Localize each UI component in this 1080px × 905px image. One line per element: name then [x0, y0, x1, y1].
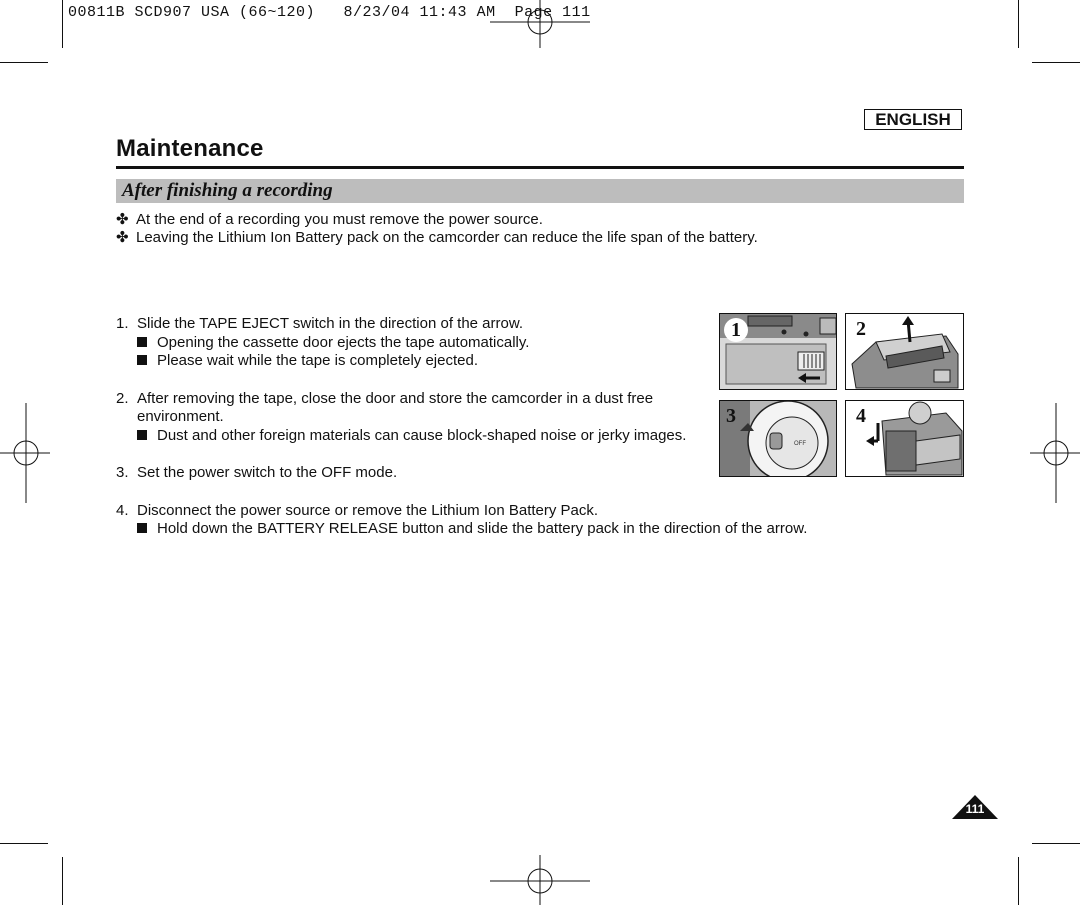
square-bullet-icon [137, 430, 147, 440]
title-rule [116, 166, 964, 169]
step-number: 2. [116, 390, 129, 407]
step-text: Set the power switch to the OFF mode. [137, 464, 398, 481]
note-text: At the end of a recording you must remove the power source. [136, 211, 543, 228]
crop-mark [0, 843, 48, 844]
figure-label: 4 [856, 405, 866, 427]
step-bullet [137, 520, 807, 538]
bullet-text: Hold down the BATTERY RELEASE button and slide the battery pack in the direction of the arrow. [157, 520, 808, 537]
square-bullet-icon [137, 337, 147, 347]
crop-mark [0, 62, 48, 63]
step-item [116, 390, 653, 408]
step-item [116, 315, 523, 333]
bullet-text: Please wait while the tape is completely ejected. [157, 352, 479, 369]
step-bullet [137, 334, 529, 352]
step-text: Disconnect the power source or remove the Lithium Ion Battery Pack. [137, 502, 599, 519]
page-number: 111 [965, 802, 985, 816]
figure-label: 2 [856, 318, 866, 340]
registration-mark-right [1030, 403, 1080, 503]
registration-mark-bottom [490, 855, 590, 905]
step-bullet [137, 427, 686, 445]
section-title: After finishing a recording [122, 180, 333, 201]
figure-tape-eject [719, 313, 837, 390]
square-bullet-icon [137, 355, 147, 365]
figure-battery-release [845, 400, 964, 477]
camcorder-power-dial-illustration [720, 401, 837, 477]
section-header [116, 179, 964, 203]
square-bullet-icon [137, 523, 147, 533]
registration-mark-left [0, 403, 50, 503]
cross-bullet-icon: ✤ [116, 211, 129, 228]
step-number: 1. [116, 315, 129, 332]
crop-mark [1032, 843, 1080, 844]
page-number-badge [952, 795, 998, 819]
figure-cassette-door [845, 313, 964, 390]
step-text-continued: environment. [137, 408, 224, 425]
step-item [116, 502, 598, 520]
dial-off-label: OFF [794, 441, 806, 447]
step-text: Slide the TAPE EJECT switch in the direction of the arrow. [137, 315, 524, 332]
crop-mark [1032, 62, 1080, 63]
crop-mark [62, 0, 63, 48]
crop-mark [1018, 857, 1019, 905]
figure-power-switch [719, 400, 837, 477]
step-number: 3. [116, 464, 129, 481]
bullet-text: Opening the cassette door ejects the tape automatically. [157, 334, 530, 351]
step-bullet [137, 352, 478, 370]
step-item [116, 464, 397, 482]
print-slug: 00811B SCD907 USA (66~120) 8/23/04 11:43 AM Page 111 [68, 4, 591, 21]
page-title: Maintenance [116, 135, 264, 162]
crop-mark [1018, 0, 1019, 48]
cross-bullet-icon: ✤ [116, 229, 129, 246]
step-text: After removing the tape, close the door and store the camcorder in a dust free [137, 390, 654, 407]
note-item [116, 229, 758, 247]
note-text: Leaving the Lithium Ion Battery pack on the camcorder can reduce the life span of the battery. [136, 229, 758, 246]
step-number: 4. [116, 502, 129, 519]
note-item [116, 211, 543, 229]
figure-label: 1 [724, 318, 748, 342]
crop-mark [62, 857, 63, 905]
bullet-text: Dust and other foreign materials can cause block-shaped noise or jerky images. [157, 427, 687, 444]
language-badge: ENGLISH [864, 109, 962, 130]
figure-label: 3 [726, 405, 736, 427]
